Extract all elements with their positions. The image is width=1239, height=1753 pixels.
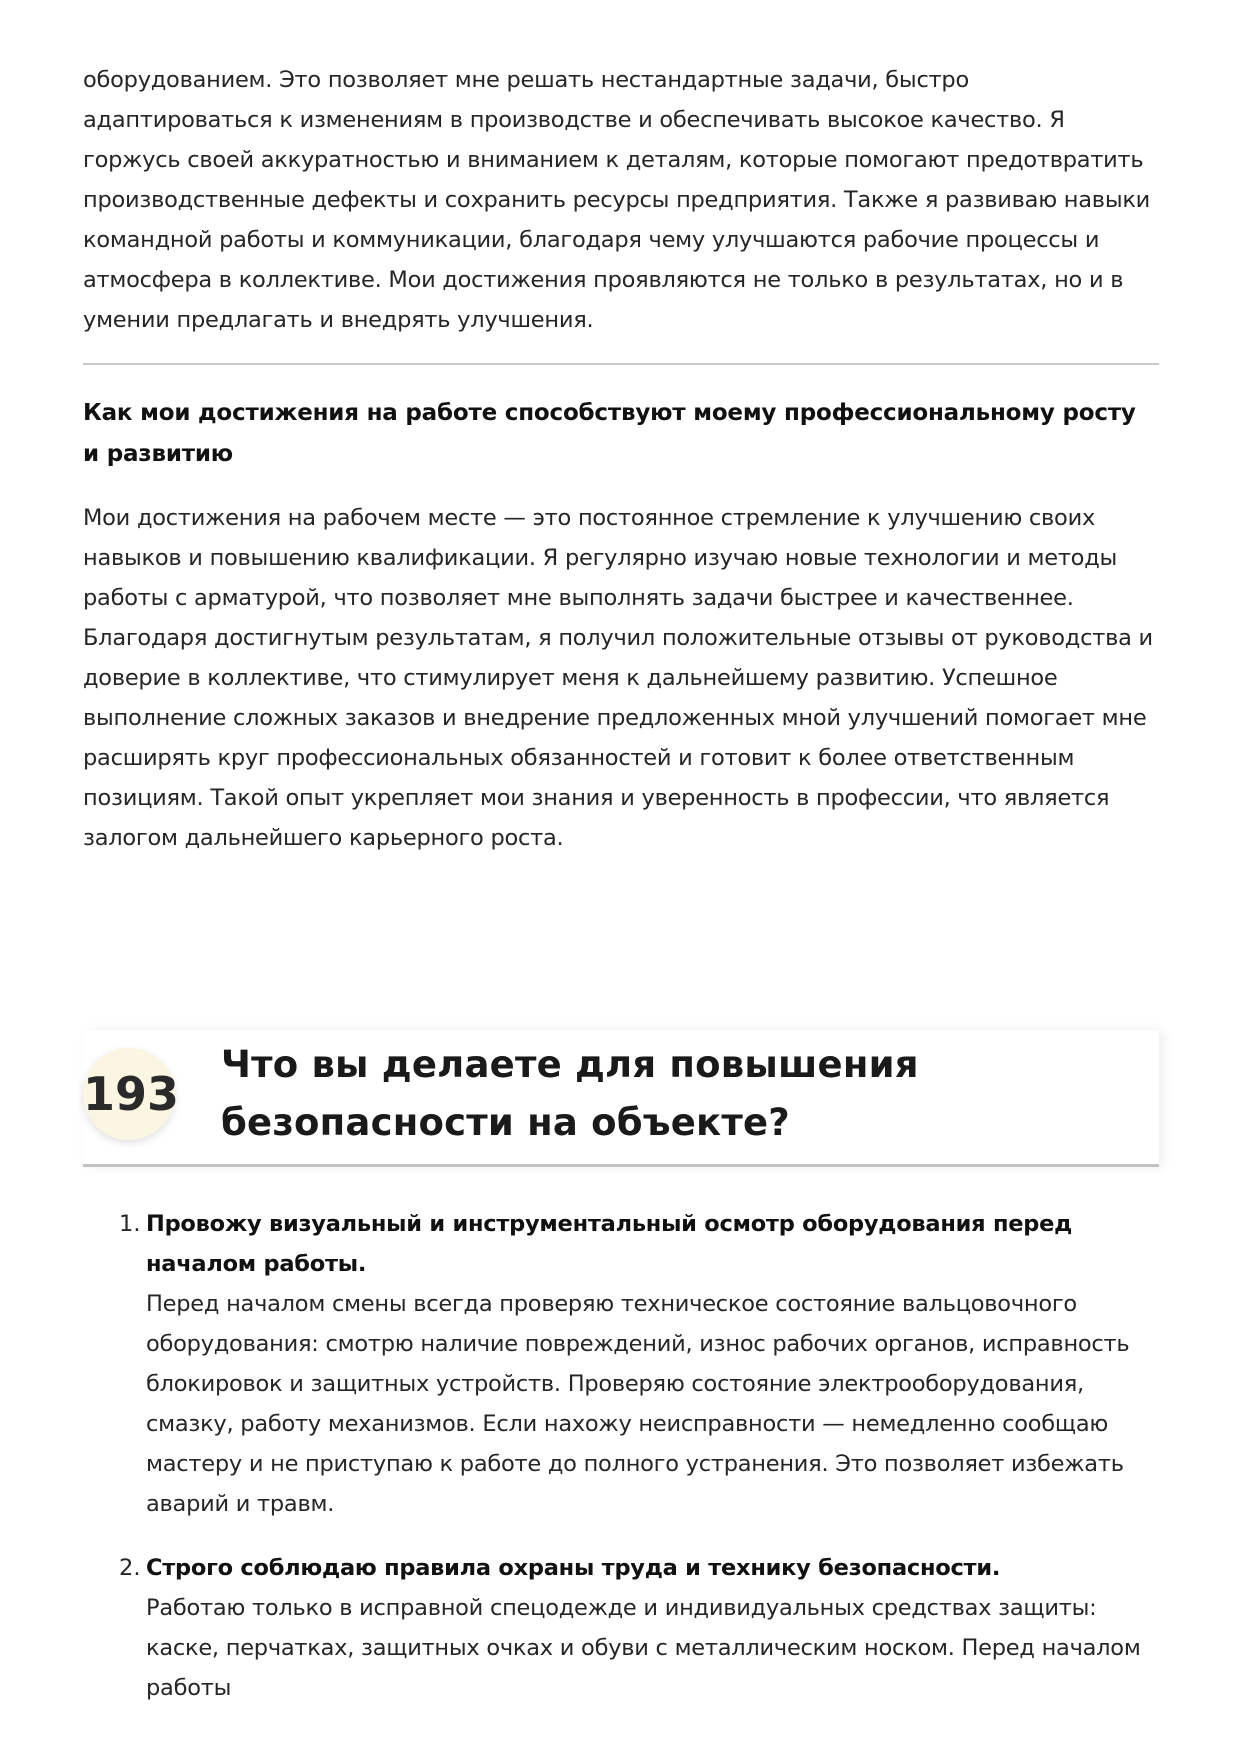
question-number-badge: 193 bbox=[83, 1048, 175, 1140]
question-title: Что вы делаете для повышения безопасности на объекте? bbox=[221, 1043, 919, 1144]
answer-title: Строго соблюдаю правила охраны труда и технику безопасности. bbox=[146, 1555, 1001, 1581]
answer-title: Провожу визуальный и инструментальный осмотр оборудования перед началом работы. bbox=[146, 1211, 1073, 1277]
answer-text: Перед началом смены всегда проверяю техническое состояние вальцовочного оборудования: смотрю наличие повреждений, износ рабочих органов, исправность блокировок и защитных устройств. Проверяю состояние электрооборудования, смазку, работу механизмов. Если нахожу неисправности — немедленно сообщаю мастеру и не приступаю к работе до полного устранения. Это позволяет избежать аварий и травм. bbox=[146, 1291, 1130, 1517]
answer-item bbox=[83, 1548, 1159, 1708]
answer-number: 2. bbox=[119, 1555, 141, 1581]
intro-paragraph: оборудованием. Это позволяет мне решать нестандартные задачи, быстро адаптироваться к изменениям в производстве и обеспечивать высокое качество. Я горжусь своей аккуратностью и вниманием к деталям, которые помогают предотвратить производственные дефекты и сохранить ресурсы предприятия. Также я развиваю навыки командной работы и коммуникации, благодаря чему улучшаются рабочие процессы и атмосфера в коллективе. Мои достижения проявляются не только в результатах, но и в умении предлагать и внедрять улучшения. bbox=[83, 67, 1151, 333]
section-heading: Как мои достижения на работе способствуют моему профессиональному росту и развитию bbox=[83, 400, 1136, 467]
section-paragraph: Мои достижения на рабочем месте — это постоянное стремление к улучшению своих навыков и повышению квалификации. Я регулярно изучаю новые технологии и методы работы с арматурой, что позволяет мне выполнять задачи быстрее и качественнее. Благодаря достигнутым результатам, я получил положительные отзывы от руководства и доверие в коллективе, что стимулирует меня к дальнейшему развитию. Успешное выполнение сложных заказов и внедрение предложенных мной улучшений помогает мне расширять круг профессиональных обязанностей и готовит к более ответственным позициям. Такой опыт укрепляет мои знания и уверенность в профессии, что является залогом дальнейшего карьерного роста. bbox=[83, 505, 1153, 851]
answer-number: 1. bbox=[119, 1211, 141, 1237]
answer-item bbox=[83, 1204, 1159, 1524]
answer-text: Работаю только в исправной спецодежде и индивидуальных средствах защиты: каске, перчатках, защитных очках и обуви с металлическим носком. Перед началом работы bbox=[146, 1595, 1141, 1701]
question-header bbox=[83, 1030, 1159, 1167]
answer-list bbox=[83, 1204, 1159, 1732]
section-divider bbox=[83, 363, 1159, 365]
